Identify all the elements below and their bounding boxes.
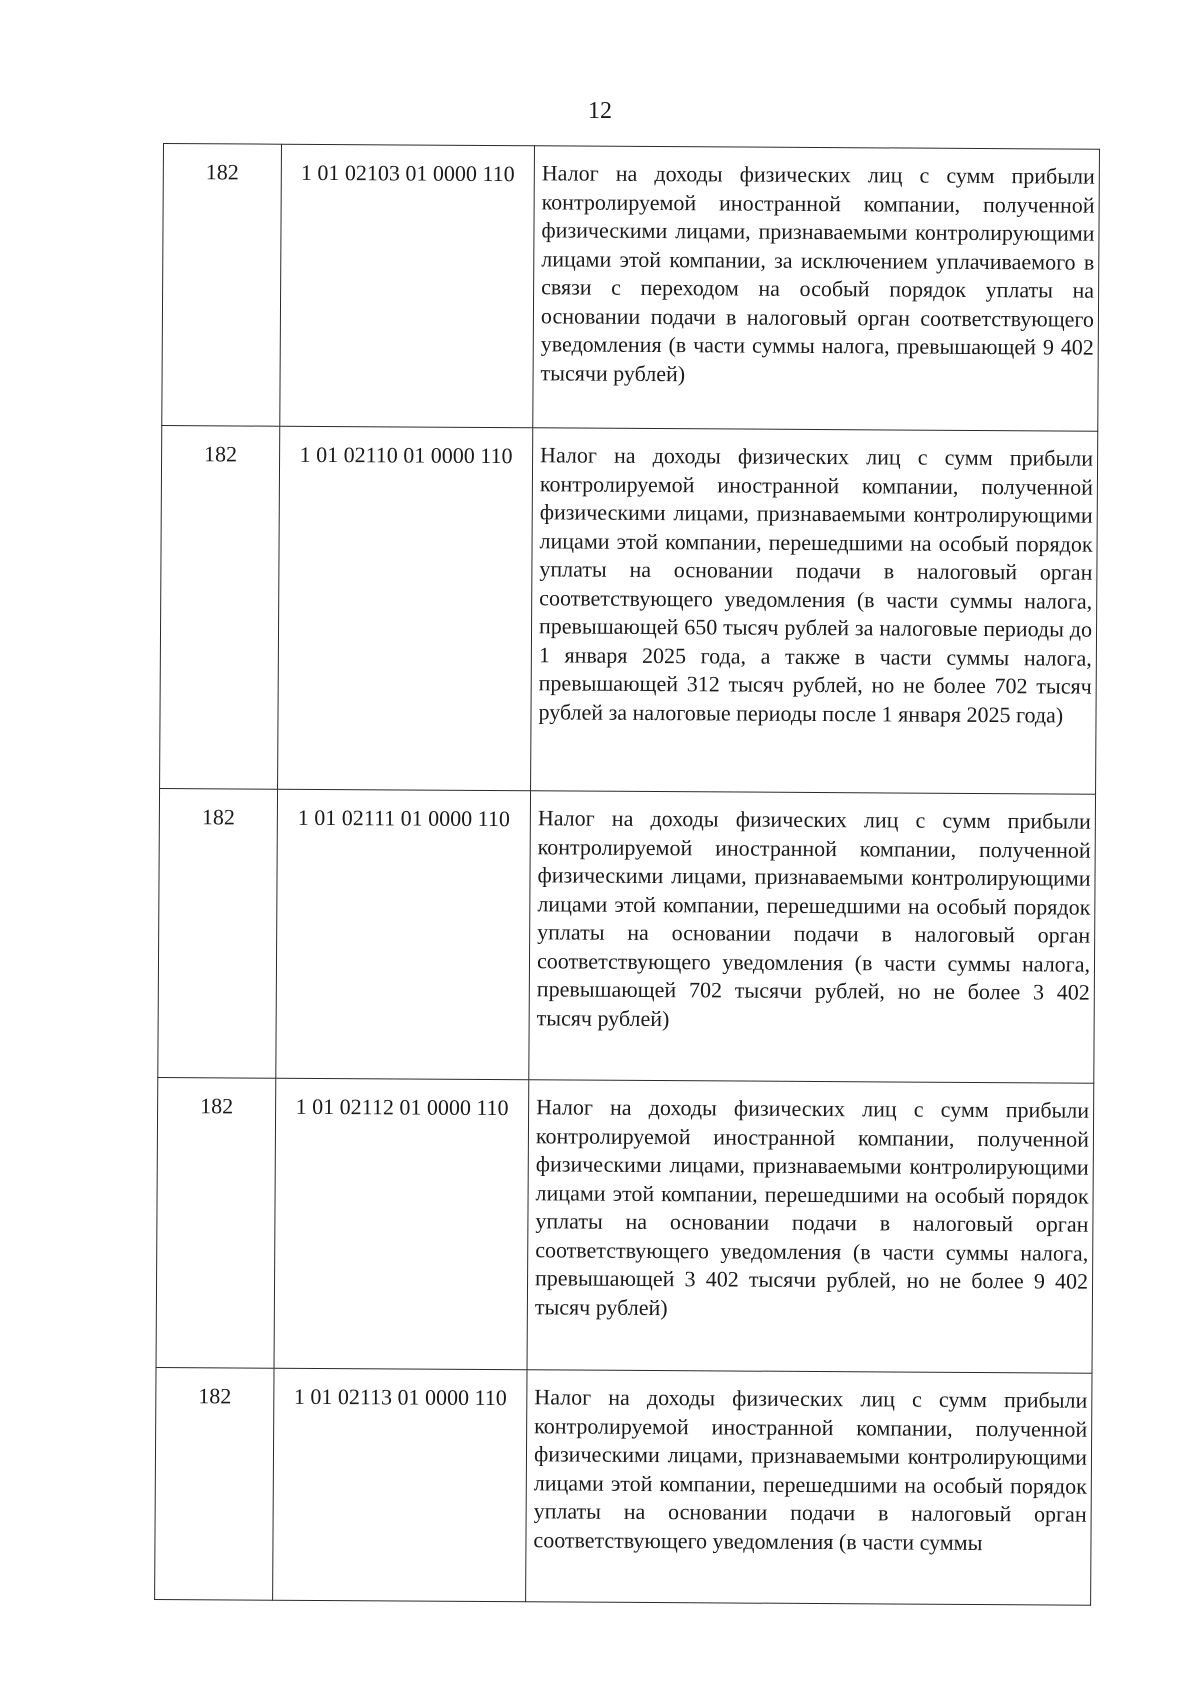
admin-code-cell: 182 <box>158 788 278 1078</box>
table-row <box>160 425 1098 794</box>
kbk-code-cell: 1 01 02113 01 0000 110 <box>273 1368 527 1602</box>
table-row <box>162 144 1100 432</box>
revenue-name-cell: Налог на доходы физических лиц с сумм прибыли контролируемой иностранной компании, полученной физическими лицами, признаваемыми контролирующими лицами этой компании, перешедшими на особый порядок уплаты на основании подачи в налоговый орган соответствующего уведомления (в части суммы налога, превышающей 3 402 тысячи рублей, но не более 9 402 тысяч рублей) <box>527 1080 1094 1373</box>
admin-code-cell: 182 <box>162 144 282 427</box>
revenue-name-cell: Налог на доходы физических лиц с сумм прибыли контролируемой иностранной компании, полученной физическими лицами, признаваемыми контролирующими лицами этой компании, перешедшими на особый порядок уплаты на основании подачи в налоговый орган соответствующего уведомления (в части суммы <box>526 1370 1092 1605</box>
kbk-code-cell: 1 01 02110 01 0000 110 <box>278 426 533 791</box>
revenue-name-cell: Налог на доходы физических лиц с сумм прибыли контролируемой иностранной компании, полученной физическими лицами, признаваемыми контролирующими лицами этой компании, за исключением уплачиваемого в связи с переходом на особый порядок уплаты на основании подачи в налоговый орган соответствующего уведомления (в части суммы налога, превышающей 9 402 тысячи рублей) <box>533 146 1100 431</box>
table-row <box>158 788 1096 1083</box>
kbk-code-cell: 1 01 02103 01 0000 110 <box>280 144 535 428</box>
revenue-name-cell: Налог на доходы физических лиц с сумм прибыли контролируемой иностранной компании, полученной физическими лицами, признаваемыми контролирующими лицами этой компании, перешедшими на особый порядок уплаты на основании подачи в налоговый орган соответствующего уведомления (в части суммы налога, превышающей 650 тысяч рублей за налоговые периоды до 1 января 2025 года, а также в части суммы налога, превышающей 312 тысяч рублей, но не более 702 тысяч рублей за налоговые периоды после 1 января 2025 года) <box>531 428 1098 794</box>
table-row <box>156 1077 1094 1373</box>
budget-classification-table <box>154 143 1100 1606</box>
kbk-code-cell: 1 01 02111 01 0000 110 <box>276 789 531 1080</box>
admin-code-cell: 182 <box>155 1367 274 1600</box>
admin-code-cell: 182 <box>156 1077 276 1368</box>
table-row <box>155 1367 1092 1605</box>
admin-code-cell: 182 <box>160 425 280 789</box>
kbk-code-cell: 1 01 02112 01 0000 110 <box>274 1078 529 1370</box>
revenue-name-cell: Налог на доходы физических лиц с сумм прибыли контролируемой иностранной компании, полученной физическими лицами, признаваемыми контролирующими лицами этой компании, перешедшими на особый порядок уплаты на основании подачи в налоговый орган соответствующего уведомления (в части суммы налога, превышающей 702 тысячи рублей, но не более 3 402 тысяч рублей) <box>529 791 1096 1083</box>
page-number: 12 <box>588 98 612 124</box>
